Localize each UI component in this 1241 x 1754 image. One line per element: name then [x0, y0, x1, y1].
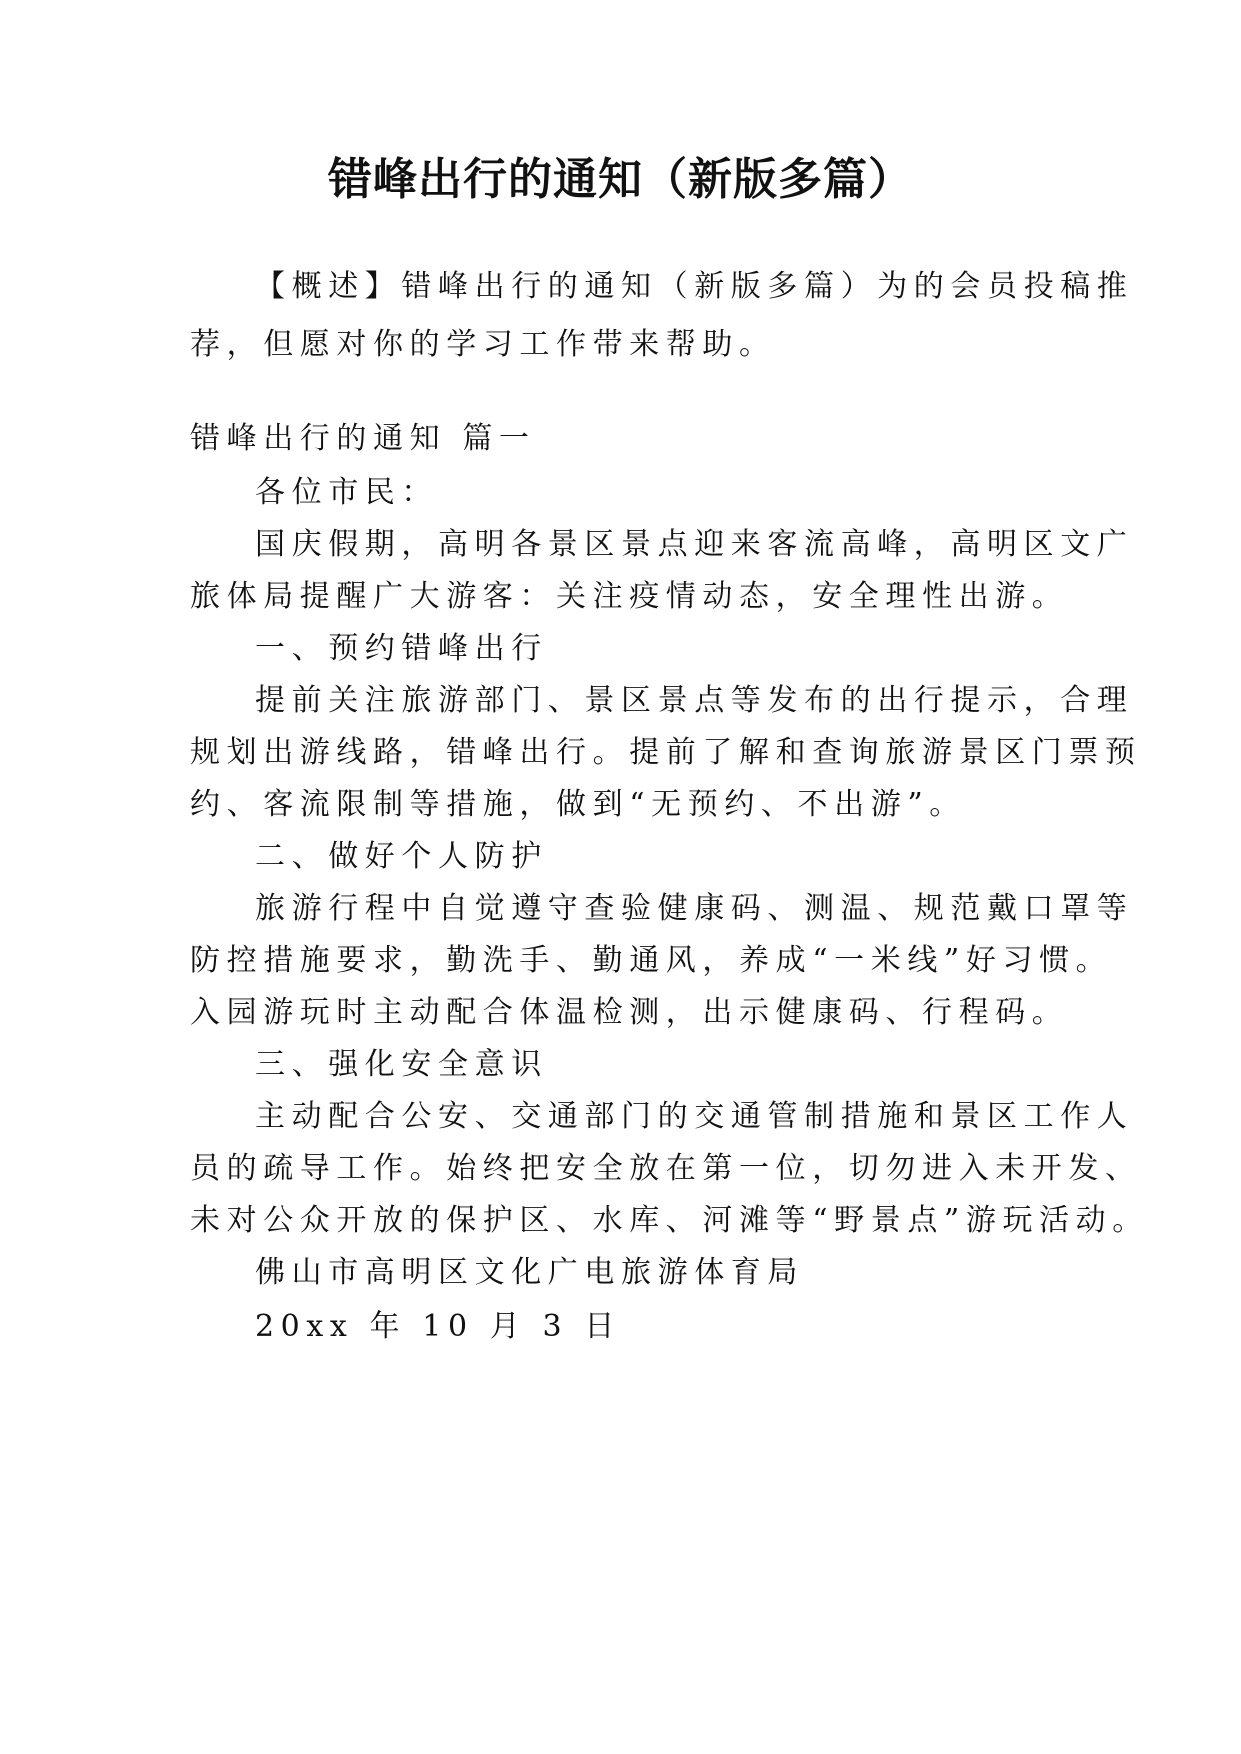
item3-heading: 三、强化安全意识: [255, 1047, 548, 1082]
item3-line-1: 主动配合公安、交通部门的交通管制措施和景区工作人: [255, 1099, 1134, 1134]
item2-heading: 二、做好个人防护: [255, 839, 548, 874]
item1-line-2: 规划出游线路，错峰出行。提前了解和查询旅游景区门票预: [190, 735, 1142, 770]
item2-line-1: 旅游行程中自觉遵守查验健康码、测温、规范戴口罩等: [255, 891, 1134, 926]
summary-line-1: 【概述】错峰出行的通知（新版多篇）为的会员投稿推: [255, 269, 1134, 304]
item2-line-2: 防控措施要求，勤洗手、勤通风，养成“一米线”好习惯。: [190, 943, 1113, 978]
item1-heading: 一、预约错峰出行: [255, 631, 548, 666]
intro-line-2: 旅体局提醒广大游客：关注疫情动态，安全理性出游。: [190, 579, 1069, 614]
intro-line-1: 国庆假期，高明各景区景点迎来客流高峰，高明区文广: [255, 527, 1134, 562]
greeting: 各位市民：: [255, 475, 438, 510]
summary-line-2: 荐，但愿对你的学习工作带来帮助。: [190, 327, 776, 362]
date: 20xx 年 10 月 3 日: [255, 1309, 621, 1344]
item1-line-3: 约、客流限制等措施，做到“无预约、不出游”。: [190, 787, 966, 822]
document-title: 错峰出行的通知（新版多篇）: [328, 154, 913, 205]
item1-line-1: 提前关注旅游部门、景区景点等发布的出行提示，合理: [255, 683, 1134, 718]
item3-line-3: 未对公众开放的保护区、水库、河滩等“野景点”游玩活动。: [190, 1203, 1149, 1238]
item2-line-3: 入园游玩时主动配合体温检测，出示健康码、行程码。: [190, 995, 1069, 1030]
signature: 佛山市高明区文化广电旅游体育局: [255, 1255, 804, 1290]
item3-line-2: 员的疏导工作。始终把安全放在第一位，切勿进入未开发、: [190, 1151, 1142, 1186]
section-heading: 错峰出行的通知 篇一: [190, 421, 536, 456]
